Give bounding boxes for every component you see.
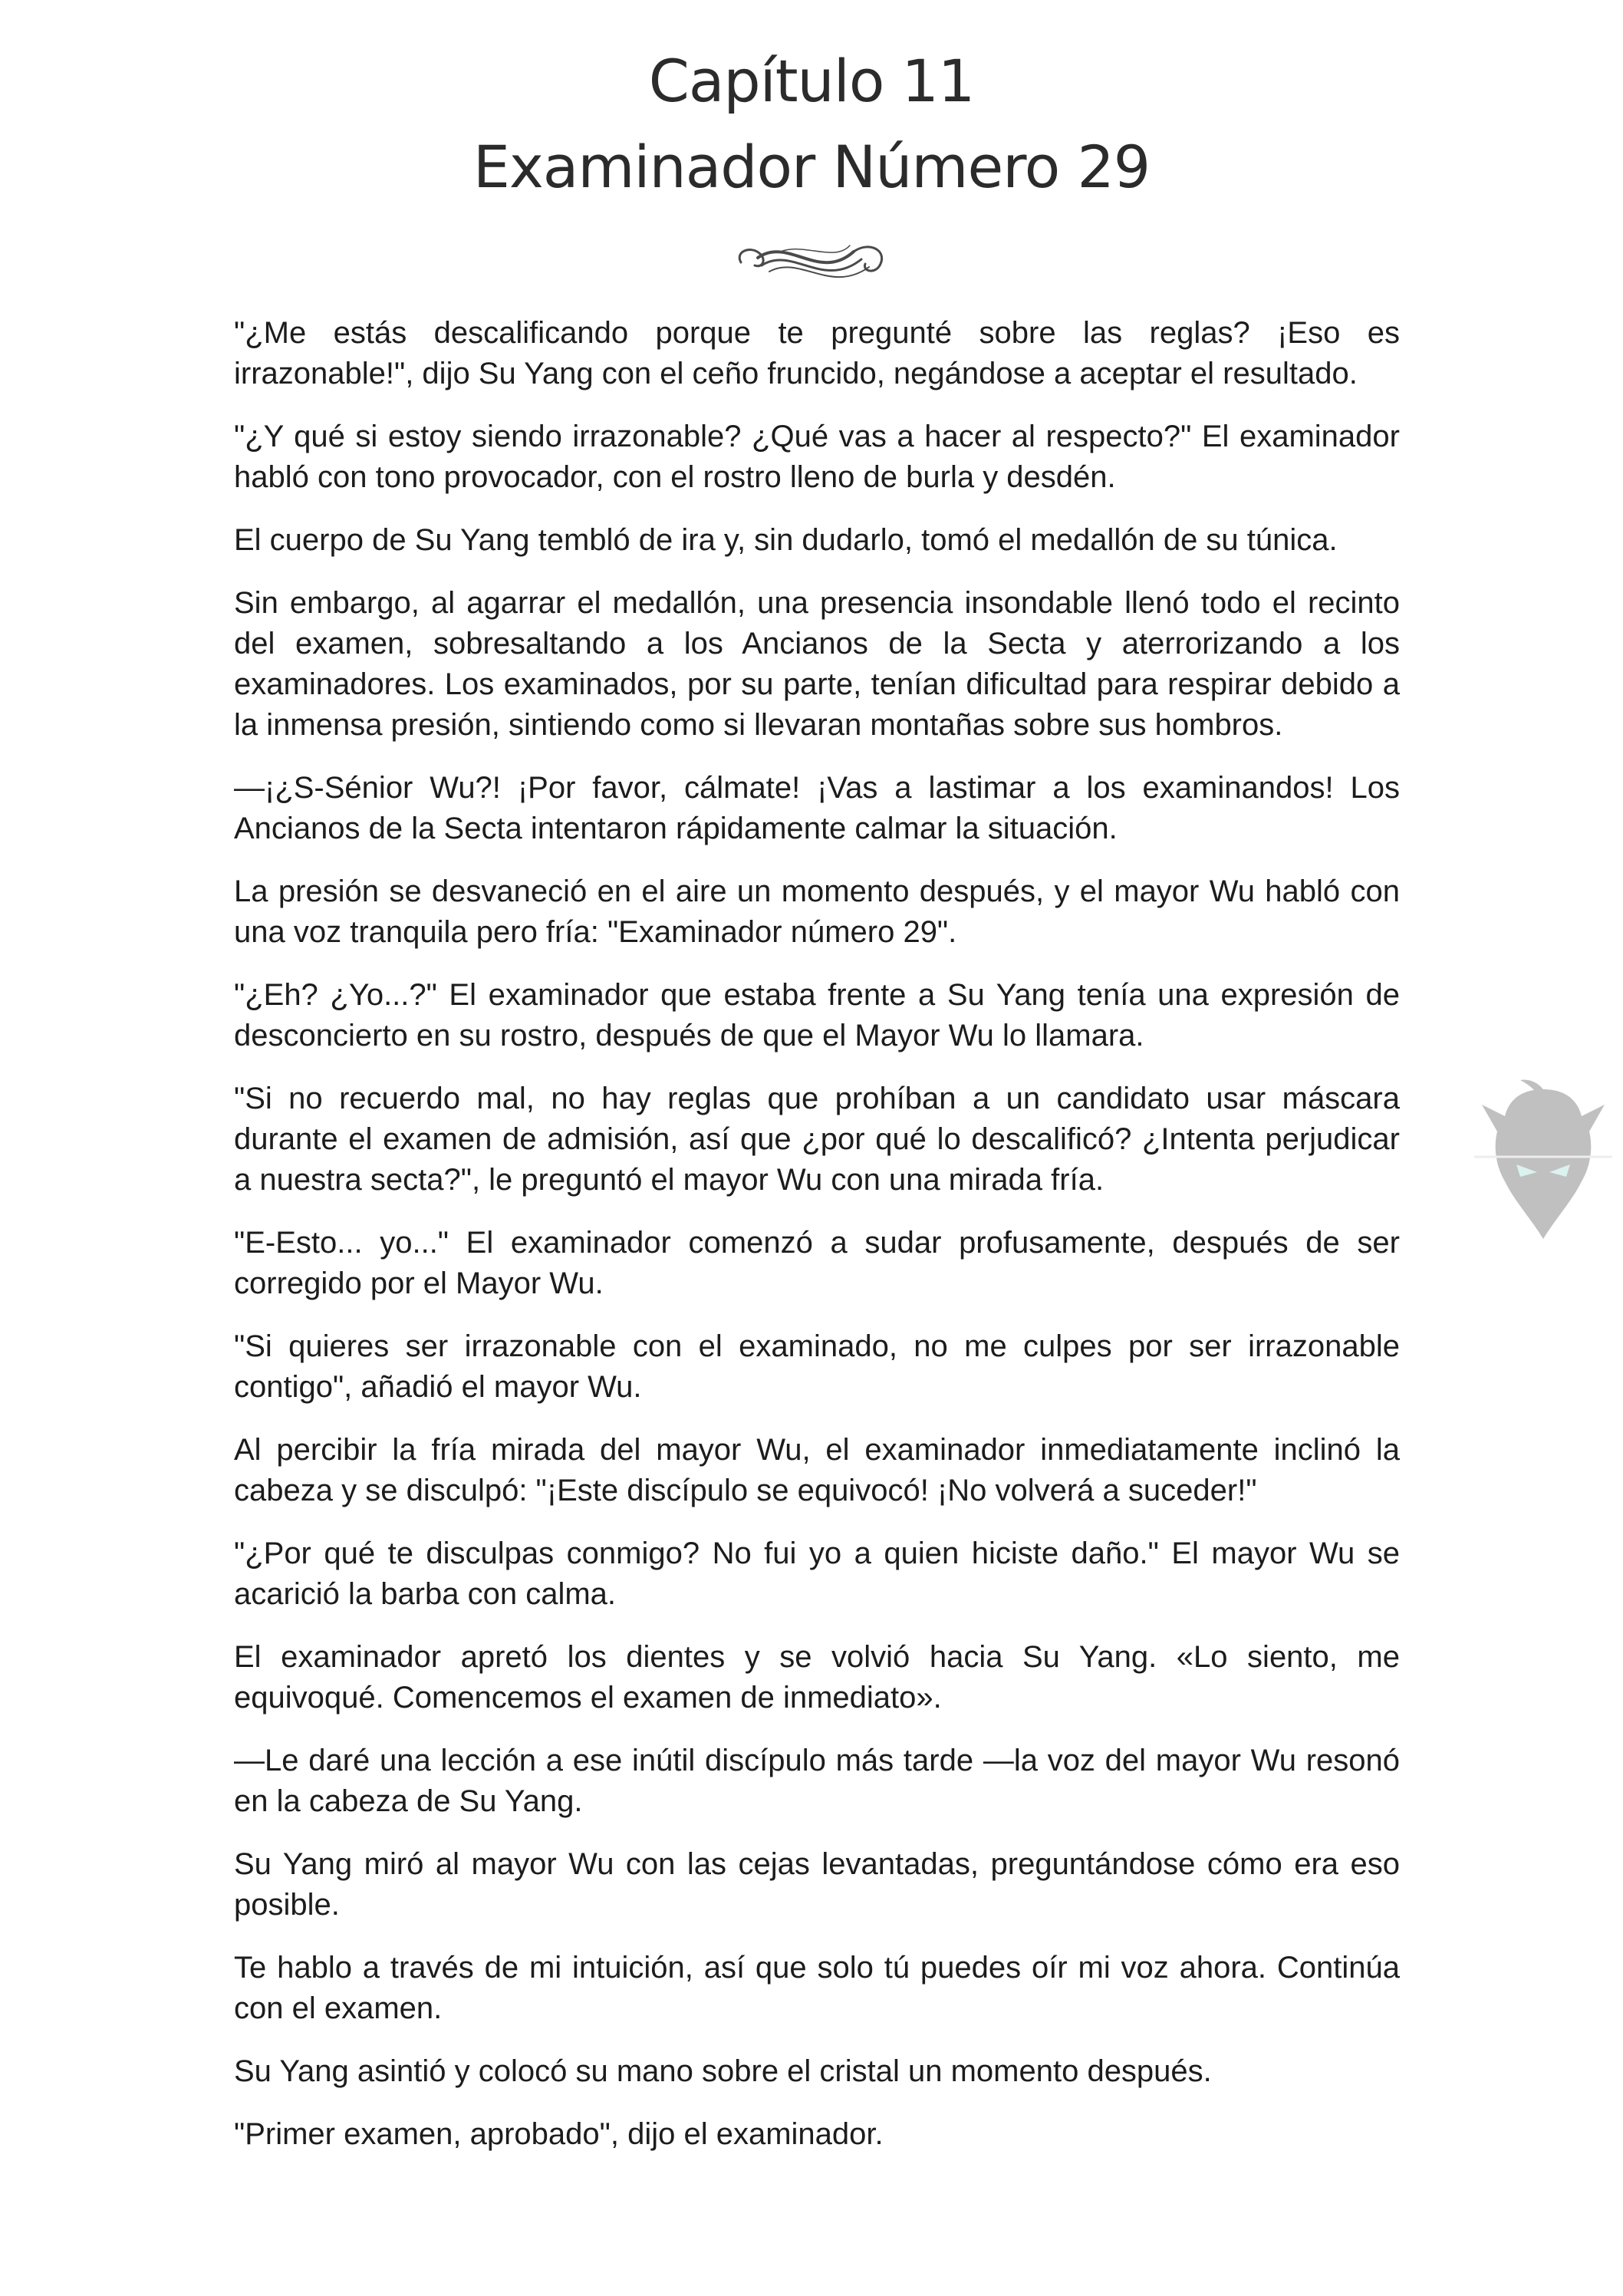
paragraph: El examinador apretó los dientes y se volvió hacia Su Yang. «Lo siento, me equivoqué. Comencemos el examen de inmediato». — [234, 1640, 1400, 1715]
flourish-divider-icon — [727, 229, 896, 290]
paragraph: Al percibir la fría mirada del mayor Wu, el examinador inmediatamente inclinó la cabeza y se disculpó: "¡Este discípulo se equivocó! ¡No volverá a suceder!" — [234, 1433, 1400, 1507]
paragraph: "¿Eh? ¿Yo...?" El examinador que estaba frente a Su Yang tenía una expresión de desconcierto en su rostro, después de que el Mayor Wu lo llamara. — [234, 978, 1400, 1052]
paragraph: —Le daré una lección a ese inútil discípulo más tarde —la voz del mayor Wu resonó en la cabeza de Su Yang. — [234, 1744, 1400, 1818]
paragraph: Su Yang asintió y colocó su mano sobre el cristal un momento después. — [234, 2054, 1212, 2088]
paragraph: La presión se desvaneció en el aire un momento después, y el mayor Wu habló con una voz tranquila pero fría: "Examinador número 29". — [234, 875, 1400, 949]
paragraph: El cuerpo de Su Yang tembló de ira y, sin dudarlo, tomó el medallón de su túnica. — [234, 523, 1338, 557]
paragraph: "Si quieres ser irrazonable con el examinado, no me culpes por ser irrazonable contigo", añadió el mayor Wu. — [234, 1329, 1400, 1404]
paragraph: "¿Me estás descalificando porque te pregunté sobre las reglas? ¡Eso es irrazonable!", dijo Su Yang con el ceño fruncido, negándose a aceptar el resultado. — [234, 316, 1400, 390]
paragraph: Su Yang miró al mayor Wu con las cejas levantadas, preguntándose cómo era eso posible. — [234, 1847, 1400, 1922]
paragraph: —¡¿S-Sénior Wu?! ¡Por favor, cálmate! ¡Vas a lastimar a los examinandos! Los Ancianos de la Secta intentaron rápidamente calmar la situación. — [234, 771, 1400, 845]
paragraph: Te hablo a través de mi intuición, así que solo tú puedes oír mi voz ahora. Continúa con el examen. — [234, 1951, 1400, 2025]
demon-mask-icon — [1467, 1074, 1620, 1250]
paragraph: "Si no recuerdo mal, no hay reglas que prohíban a un candidato usar máscara durante el examen de admisión, así que ¿por qué lo descalificó? ¿Intenta perjudicar a nuestra secta?", le preguntó el mayor Wu con una mirada fría. — [234, 1082, 1400, 1197]
chapter-header — [0, 38, 1623, 290]
chapter-body — [234, 313, 1400, 2177]
paragraph: "Primer examen, aprobado", dijo el examinador. — [234, 2117, 884, 2151]
chapter-title: Examinador Número 29 — [472, 133, 1151, 201]
chapter-number: Capítulo 11 — [648, 47, 975, 115]
paragraph: "¿Por qué te disculpas conmigo? No fui yo a quien hiciste daño." El mayor Wu se acarició la barba con calma. — [234, 1537, 1400, 1611]
paragraph: "E-Esto... yo..." El examinador comenzó a sudar profusamente, después de ser corregido por el Mayor Wu. — [234, 1226, 1400, 1300]
paragraph: "¿Y qué si estoy siendo irrazonable? ¿Qué vas a hacer al respecto?" El examinador habló con tono provocador, con el rostro lleno de burla y desdén. — [234, 420, 1400, 494]
paragraph: Sin embargo, al agarrar el medallón, una presencia insondable llenó todo el recinto del examen, sobresaltando a los Ancianos de la Secta y aterrorizando a los examinadores. Los examinados, por su parte, tenían dificultad para respirar debido a la inmensa presión, sintiendo como si llevaran montañas sobre sus hombros. — [234, 586, 1400, 742]
